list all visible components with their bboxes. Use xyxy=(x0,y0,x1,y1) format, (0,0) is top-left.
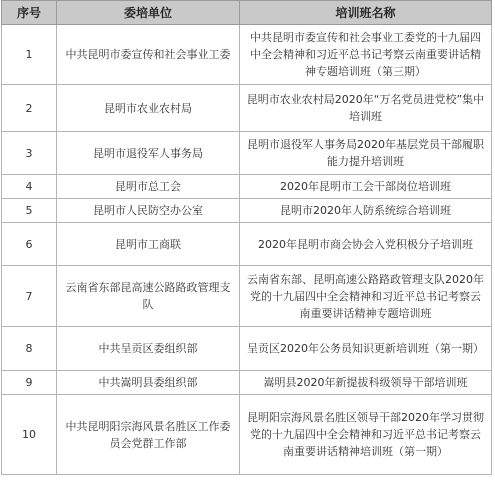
header-unit: 委培单位 xyxy=(57,1,240,25)
table-row xyxy=(2,25,492,85)
row-unit: 中共呈贡区委组织部 xyxy=(57,327,240,371)
row-index: 9 xyxy=(2,371,57,395)
row-unit: 中共昆明市委宣传和社会事业工委 xyxy=(57,25,240,85)
row-course: 昆明阳宗海风景名胜区领导干部2020年学习贯彻党的十九届四中全会精神和习近平总书记考察云南重要讲话精神培训班（第一期） xyxy=(240,395,492,475)
table-row xyxy=(2,199,492,223)
row-unit: 昆明市农业农村局 xyxy=(57,85,240,132)
row-index: 4 xyxy=(2,175,57,199)
training-class-table xyxy=(1,0,492,475)
row-course: 呈贡区2020年公务员知识更新培训班（第一期） xyxy=(240,327,492,371)
row-unit: 云南省东部昆高速公路路政管理支队 xyxy=(57,266,240,327)
row-course: 嵩明县2020年新提拔科级领导干部培训班 xyxy=(240,371,492,395)
row-course: 2020年昆明市工会干部岗位培训班 xyxy=(240,175,492,199)
row-unit: 昆明市总工会 xyxy=(57,175,240,199)
row-index: 5 xyxy=(2,199,57,223)
row-unit: 中共昆明阳宗海风景名胜区工作委员会党群工作部 xyxy=(57,395,240,475)
row-index: 6 xyxy=(2,223,57,266)
table-row xyxy=(2,132,492,175)
table-header-row xyxy=(2,1,492,25)
table-row xyxy=(2,175,492,199)
header-index: 序号 xyxy=(2,1,57,25)
row-course: 昆明市退役军人事务局2020年基层党员干部履职能力提升培训班 xyxy=(240,132,492,175)
row-unit: 昆明市退役军人事务局 xyxy=(57,132,240,175)
row-course: 中共昆明市委宣传和社会事业工委党的十九届四中全会精神和习近平总书记考察云南重要讲话精神专题培训班（第三期） xyxy=(240,25,492,85)
row-course: 2020年昆明市商会协会入党积极分子培训班 xyxy=(240,223,492,266)
row-course: 昆明市农业农村局2020年“万名党员进党校”集中培训班 xyxy=(240,85,492,132)
table-row xyxy=(2,371,492,395)
table-row xyxy=(2,327,492,371)
table-row xyxy=(2,85,492,132)
table-row xyxy=(2,266,492,327)
row-index: 7 xyxy=(2,266,57,327)
table-row xyxy=(2,395,492,475)
row-unit: 中共嵩明县委组织部 xyxy=(57,371,240,395)
row-course: 昆明市2020年人防系统综合培训班 xyxy=(240,199,492,223)
row-index: 8 xyxy=(2,327,57,371)
row-unit: 昆明市工商联 xyxy=(57,223,240,266)
row-index: 10 xyxy=(2,395,57,475)
row-index: 3 xyxy=(2,132,57,175)
table-row xyxy=(2,223,492,266)
header-course: 培训班名称 xyxy=(240,1,492,25)
row-unit: 昆明市人民防空办公室 xyxy=(57,199,240,223)
row-index: 1 xyxy=(2,25,57,85)
row-course: 云南省东部、昆明高速公路路政管理支队2020年党的十九届四中全会精神和习近平总书记考察云南重要讲话精神专题培训班 xyxy=(240,266,492,327)
row-index: 2 xyxy=(2,85,57,132)
